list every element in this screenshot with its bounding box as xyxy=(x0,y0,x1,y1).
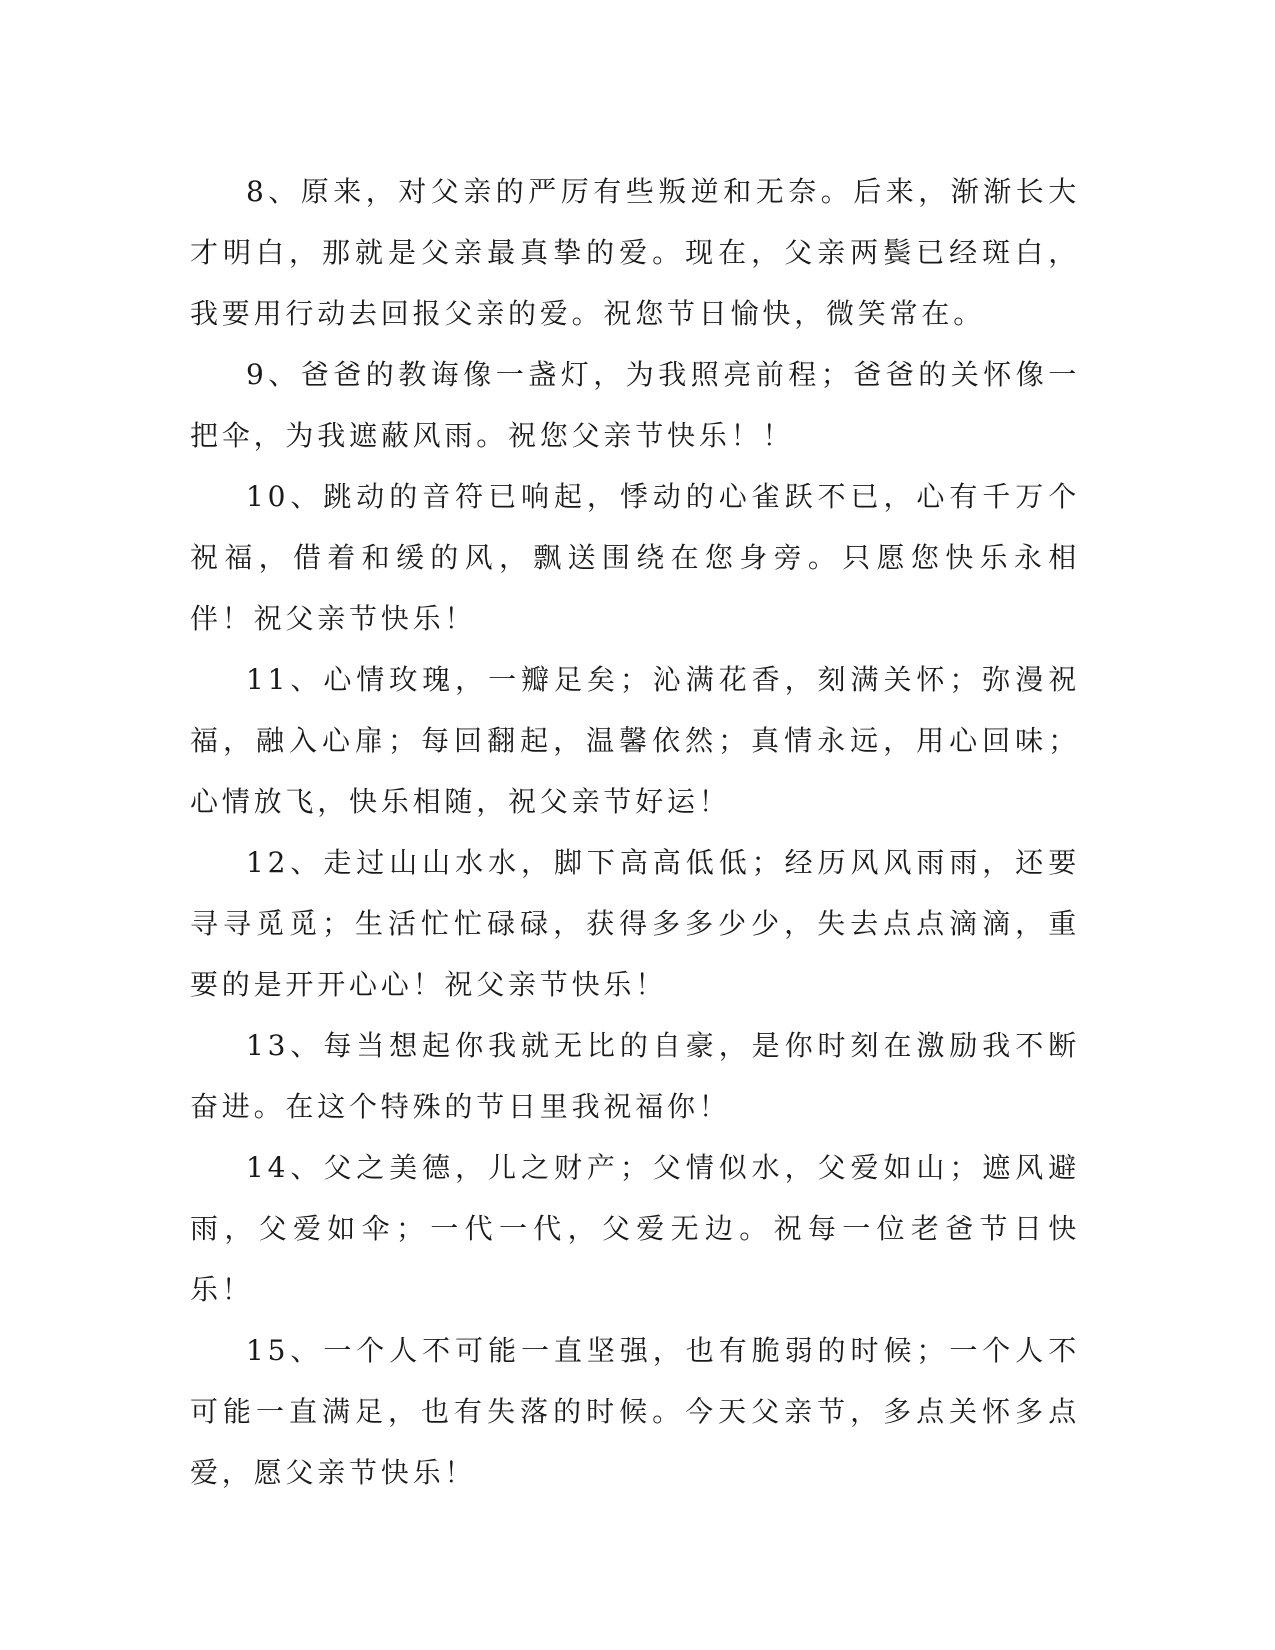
paragraph-13: 13、每当想起你我就无比的自豪，是你时刻在激励我不断奋进。在这个特殊的节日里我祝福你！ xyxy=(190,1029,1080,1123)
paragraph-12: 12、走过山山水水，脚下高高低低；经历风风雨雨，还要寻寻觅觅；生活忙忙碌碌，获得多多少少，失去点点滴滴，重要的是开开心心！祝父亲节快乐！ xyxy=(190,846,1080,1001)
paragraph-8: 8、原来，对父亲的严厉有些叛逆和无奈。后来，渐渐长大才明白，那就是父亲最真挚的爱。现在，父亲两鬓已经斑白，我要用行动去回报父亲的爱。祝您节日愉快，微笑常在。 xyxy=(190,175,1080,330)
paragraph-14: 14、父之美德，儿之财产；父情似水，父爱如山；遮风避雨，父爱如伞；一代一代，父爱无边。祝每一位老爸节日快乐！ xyxy=(190,1151,1080,1306)
paragraph-11: 11、心情玫瑰，一瓣足矣；沁满花香，刻满关怀；弥漫祝福，融入心扉；每回翻起，温馨依然；真情永远，用心回味；心情放飞，快乐相随，祝父亲节好运！ xyxy=(190,663,1080,818)
document-body xyxy=(190,161,1080,1503)
paragraph-10: 10、跳动的音符已响起，悸动的心雀跃不已，心有千万个祝福，借着和缓的风，飘送围绕在您身旁。只愿您快乐永相伴！祝父亲节快乐！ xyxy=(190,480,1080,635)
paragraph-9: 9、爸爸的教诲像一盏灯，为我照亮前程；爸爸的关怀像一把伞，为我遮蔽风雨。祝您父亲节快乐！！ xyxy=(190,358,1080,452)
paragraph-15: 15、一个人不可能一直坚强，也有脆弱的时候；一个人不可能一直满足，也有失落的时候。今天父亲节，多点关怀多点爱，愿父亲节快乐！ xyxy=(190,1334,1080,1489)
